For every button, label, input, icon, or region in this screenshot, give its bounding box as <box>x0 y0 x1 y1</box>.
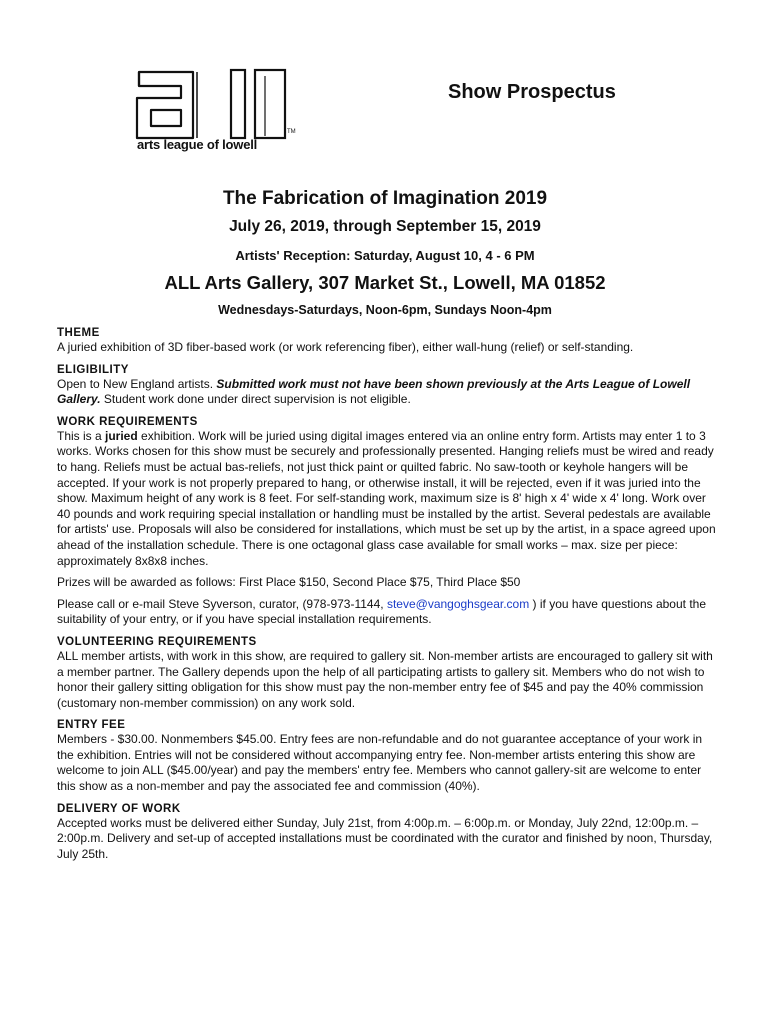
all-letters-logo-graphic <box>135 68 295 140</box>
volunteering-text: ALL member artists, with work in this show, are required to gallery sit. Non-member artists are encouraged to gallery sit with a member partner. The Gallery depends upon the help of all participating artists to gallery sit. Members who do not wish to honor their gallery sitting obligation for this show must pay the non-member entry fee of $45 and pay the 40% commission (customary non-member commission) on any work sold. <box>57 648 713 710</box>
theme-text: A juried exhibition of 3D fiber-based work (or work referencing fiber), either wall-hung (relief) or self-standing. <box>57 340 634 354</box>
eligibility-emphasis: Submitted work must not have been shown previously at the Arts League of Lowell Gallery. <box>57 376 691 407</box>
show-title: The Fabrication of Imagination 2019 <box>222 188 548 209</box>
work-text-pre: This is a <box>57 428 106 443</box>
work-requirements-text <box>57 429 717 569</box>
delivery-text: Accepted works must be delivered either Sunday, July 21st, from 4:00p.m. – 6:00p.m. or Monday, July 22nd, 12:00p.m. – 2:00p.m. Delivery and set-up of accepted installations must be coordinated with the curator and finished by noon, Thursday, July 25th. <box>57 815 713 861</box>
gallery-address: ALL Arts Gallery, 307 Market St., Lowell, MA 01852 <box>164 272 606 293</box>
contact-text-a: Please call or e-mail Steve Syverson, curator, (978-973-1144, <box>57 596 387 611</box>
juried-emphasis: juried <box>105 428 138 443</box>
section-heading: DELIVERY OF WORK <box>57 802 181 815</box>
entry-fee-text: Members - $30.00. Nonmembers $45.00. Entry fees are non-refundable and do not guarantee acceptance of your work in the exhibition. Entries will not be considered without accompanying entry fee. Non-member artists entering this show are welcome to join ALL ($45.00/year) and pay the members' entry fee. Members who cannot gallery-sit are welcome to enter this show as a non-member and pay the associated fee and commission (40%). <box>57 732 703 794</box>
section-heading: WORK REQUIREMENTS <box>57 415 198 428</box>
document-type-heading: Show Prospectus <box>448 81 616 103</box>
prizes-text: Prizes will be awarded as follows: First Place $150, Second Place $75, Third Place $50 <box>57 575 521 590</box>
trademark-mark: TM <box>287 129 296 135</box>
eligibility-text <box>57 377 717 408</box>
entry-fee-section <box>57 718 717 794</box>
gallery-hours: Wednesdays-Saturdays, Noon-6pm, Sundays Noon-4pm <box>218 303 552 317</box>
volunteering-section <box>57 635 717 711</box>
delivery-section <box>57 802 717 863</box>
curator-email-link[interactable]: steve@vangoghsgear.com <box>386 596 530 611</box>
prospectus-body <box>57 326 717 862</box>
logo-wordmark: arts league of lowell <box>137 137 258 152</box>
section-heading: ELIGIBILITY <box>57 363 129 376</box>
show-dates: July 26, 2019, through September 15, 2019 <box>229 218 541 235</box>
contact-text-b: ) if you have questions about the suitability of your entry, or if you have special installation requirements. <box>57 596 707 627</box>
eligibility-section <box>57 363 717 408</box>
section-heading: THEME <box>57 327 100 339</box>
work-requirements-section <box>57 415 717 628</box>
eligibility-text-a: Open to New England artists. <box>57 376 217 391</box>
work-text-post: exhibition. Work will be juried using digital images entered via an online entry form. Artists may enter 1 to 3 works. Works chosen for this show must be securely and professionally presented. Hanging reliefs must be wired and ready to hang. Reliefs must be actual bas-reliefs, not just thick paint or quilted fabric. No saw-tooth or keyhole hangers will be accepted. If your work is not properly prepared to hang, or otherwise install, it will be rejected, even if it was juried into the show. Maximum height of any work is 8 feet. For self-standing work, maximum size is 8' high x 4' wide x 4' long. Work over 40 pounds and work requiring special installation or handling must be installed by the artist. Several pedestals are available for artists' use. Proposals will also be considered for installations, which must be set up by the artist, in a space agreed upon ahead of the installation schedule. There is one octagonal glass case available for small works – max. size per piece: approximately 8x8x8 inches. <box>57 428 716 568</box>
section-heading: VOLUNTEERING REQUIREMENTS <box>57 635 257 648</box>
reception-info: Artists' Reception: Saturday, August 10, 4 - 6 PM <box>235 248 535 263</box>
theme-section <box>57 326 717 356</box>
contact-text <box>57 597 717 628</box>
section-heading: ENTRY FEE <box>57 719 126 732</box>
eligibility-text-b: Student work done under direct supervision is not eligible. <box>100 392 411 407</box>
